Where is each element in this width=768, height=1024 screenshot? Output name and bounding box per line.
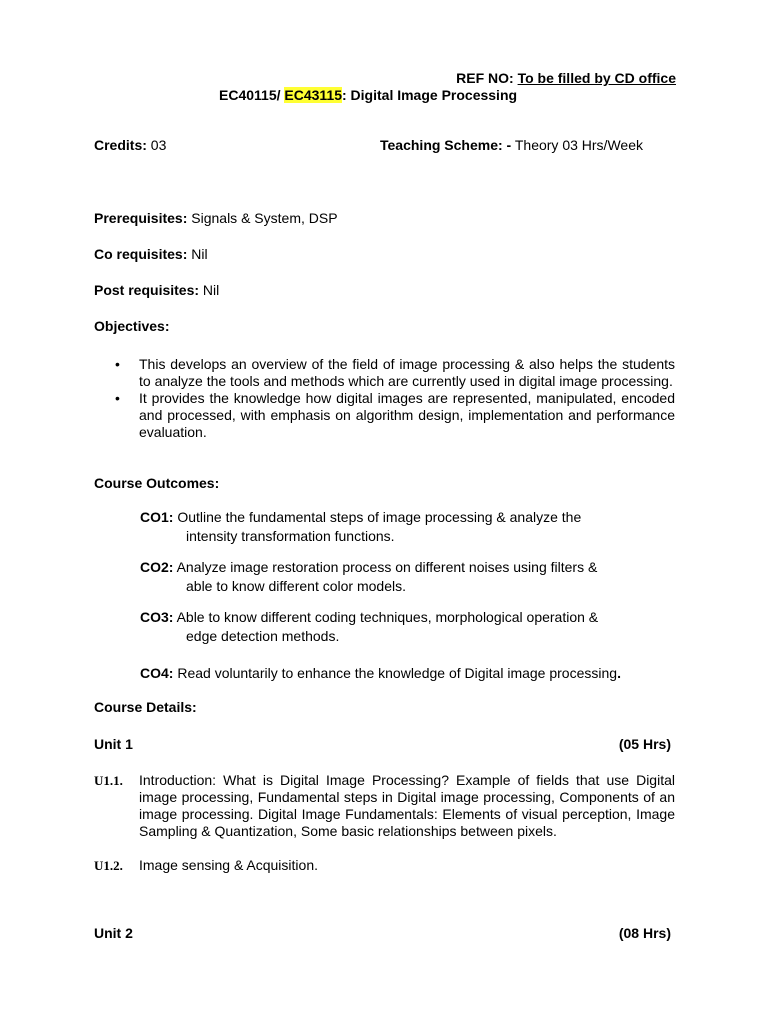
course-outcomes-heading: Course Outcomes: bbox=[94, 475, 220, 491]
teaching-scheme-value: Theory 03 Hrs/Week bbox=[511, 137, 643, 153]
unit-item-u1-2 bbox=[94, 857, 675, 874]
unit-item-number: U1.2. bbox=[94, 858, 123, 873]
objective-text: This develops an overview of the field of image processing & also helps the students to analyze the tools and methods which are currently used in digital image processing. bbox=[139, 356, 675, 389]
objective-item bbox=[115, 390, 675, 441]
objectives-heading: Objectives: bbox=[94, 318, 170, 334]
unit-item-u1-1 bbox=[94, 772, 675, 840]
course-code-primary: EC40115/ bbox=[219, 87, 285, 103]
outcome-co3 bbox=[140, 608, 675, 646]
postrequisites-value: Nil bbox=[199, 282, 220, 298]
corequisites-line bbox=[94, 246, 208, 262]
corequisites-label: Co requisites: bbox=[94, 246, 188, 262]
prerequisites-value: Signals & System, DSP bbox=[187, 210, 338, 226]
bullet-icon: • bbox=[115, 356, 120, 372]
unit-item-number: U1.1. bbox=[94, 773, 123, 788]
unit-item-text: Introduction: What is Digital Image Processing? Example of fields that use Digital image processing, Fundamental steps in Digital image processing, Components of an image processing. Digital Image Fundamentals: Elements of visual perception, Image Sampling & Quantization, Some basic relationships between pixels. bbox=[139, 772, 675, 839]
outcome-text-continued: intensity transformation functions. bbox=[186, 528, 395, 544]
unit1-title: Unit 1 bbox=[94, 736, 133, 752]
course-title-text: : Digital Image Processing bbox=[342, 87, 518, 103]
credits-value: 03 bbox=[146, 137, 167, 153]
outcome-co4 bbox=[140, 665, 621, 681]
outcome-text: Outline the fundamental steps of image processing & analyze the bbox=[173, 509, 582, 525]
teaching-scheme-line bbox=[380, 137, 643, 153]
outcome-code: CO1: bbox=[140, 509, 174, 525]
unit1-hours: (05 Hrs) bbox=[618, 736, 671, 752]
outcome-text: Read voluntarily to enhance the knowledge of Digital image processing bbox=[173, 665, 618, 681]
ref-no-line bbox=[456, 70, 676, 86]
objectives-list bbox=[115, 356, 675, 441]
prerequisites-label: Prerequisites: bbox=[94, 210, 188, 226]
postrequisites-label: Post requisites: bbox=[94, 282, 200, 298]
teaching-scheme-label: Teaching Scheme: - bbox=[380, 137, 512, 153]
outcome-code: CO3: bbox=[140, 609, 174, 625]
outcome-text-continued: able to know different color models. bbox=[186, 578, 406, 594]
ref-no-value: To be filled by CD office bbox=[517, 70, 676, 86]
outcome-co2 bbox=[140, 558, 675, 596]
unit-item-text: Image sensing & Acquisition. bbox=[139, 857, 318, 873]
outcome-text-continued: edge detection methods. bbox=[186, 628, 340, 644]
postrequisites-line bbox=[94, 282, 219, 298]
course-code-highlighted: EC43115 bbox=[284, 87, 342, 103]
unit2-title: Unit 2 bbox=[94, 925, 133, 941]
bullet-icon: • bbox=[115, 390, 120, 406]
credits-line bbox=[94, 137, 166, 153]
outcome-text: Able to know different coding techniques, morphological operation & bbox=[173, 609, 599, 625]
outcome-text-end: . bbox=[617, 665, 621, 681]
outcome-text: Analyze image restoration process on different noises using filters & bbox=[173, 559, 598, 575]
prerequisites-line bbox=[94, 210, 338, 226]
objective-item bbox=[115, 356, 675, 390]
course-title bbox=[219, 87, 517, 103]
objective-text: It provides the knowledge how digital images are represented, manipulated, encoded and processed, with emphasis on algorithm design, implementation and performance evaluation. bbox=[139, 390, 675, 440]
outcome-co1 bbox=[140, 508, 675, 546]
course-details-heading: Course Details: bbox=[94, 699, 197, 715]
outcome-code: CO2: bbox=[140, 559, 174, 575]
unit2-hours: (08 Hrs) bbox=[618, 925, 671, 941]
corequisites-value: Nil bbox=[187, 246, 208, 262]
outcome-code: CO4: bbox=[140, 665, 174, 681]
credits-label: Credits: bbox=[94, 137, 147, 153]
ref-no-label: REF NO: bbox=[456, 70, 518, 86]
